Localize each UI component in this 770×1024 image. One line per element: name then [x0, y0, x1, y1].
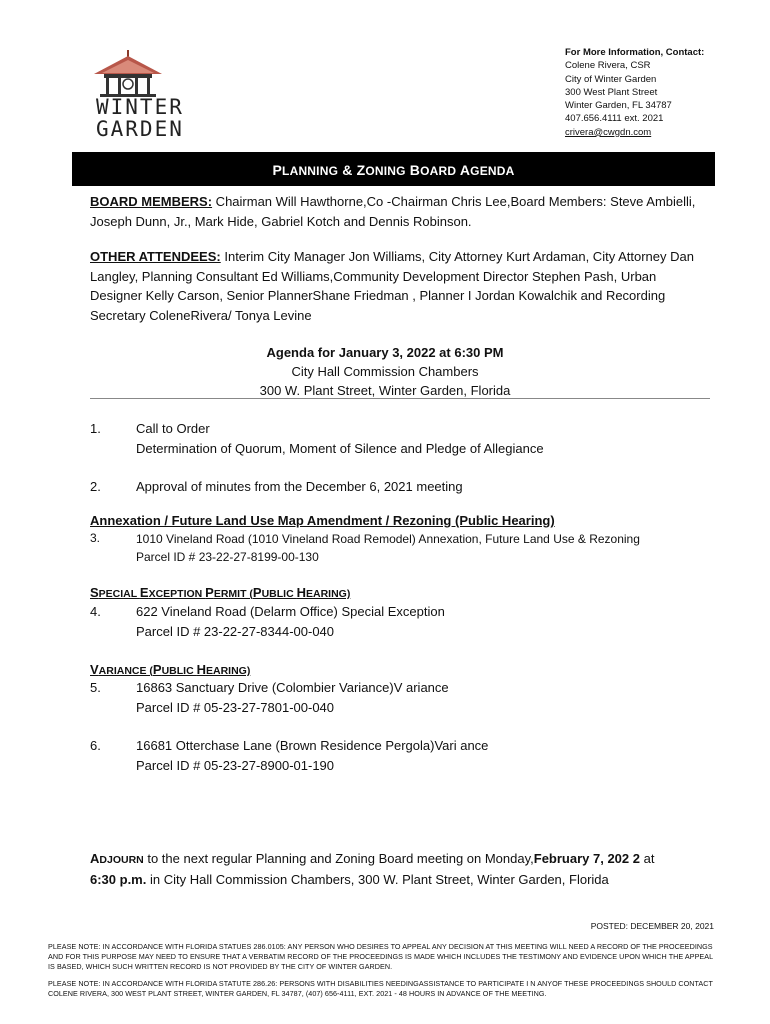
agenda-title-bar	[72, 152, 715, 186]
disability-note: PLEASE NOTE: IN ACCORDANCE WITH FLORIDA STATUTE 286.26: PERSONS WITH DISABILITIES NEEDINGASSISTANCE TO PARTICIPATE I N ANYOF THESE PROCEEDINGS SHOULD CONTACT COLENE RIVERA, 300 WEST PLANT STREET, WINTER GARDEN, FL 34787, (407) 656-4111, EXT. 2021 - 48 HOURS IN ADVANCE OF THE MEETING.	[48, 979, 713, 999]
item-title: 16863 Sanctuary Drive (Colombier Variance)V ariance	[136, 680, 449, 695]
agenda-item	[136, 736, 488, 775]
heading-cap: H	[196, 662, 206, 677]
other-attendees-label: OTHER ATTENDEES:	[90, 249, 221, 264]
item-title: 1010 Vineland Road (1010 Vineland Road Remodel) Annexation, Future Land Use & Rezoning	[136, 532, 640, 546]
item-number: 5.	[90, 680, 101, 695]
contact-street: 300 West Plant Street	[565, 86, 658, 98]
adjourn-text: in City Hall Commission Chambers, 300 W. Plant Street, Winter Garden, Florida	[146, 872, 609, 887]
board-members-text: Chairman Will Hawthorne,Co -Chairman Chris Lee,Board Members: Steve Ambielli, Joseph Dunn, Jr., Mark Hide, Gabriel Kotch and Dennis Robinson.	[90, 194, 696, 229]
board-members-label: BOARD MEMBERS:	[90, 194, 213, 209]
item-detail: Determination of Quorum, Moment of Silence and Pledge of Allegiance	[136, 440, 544, 456]
agenda-address: 300 W. Plant Street, Winter Garden, Florida	[259, 383, 511, 398]
contact-phone: 407.656.4111 ext. 2021	[565, 113, 664, 125]
heading-part: PECIAL	[98, 588, 140, 600]
adjourn-paragraph	[90, 849, 715, 890]
heading-part: EARING)	[305, 588, 351, 600]
item-title: 622 Vineland Road (Delarm Office) Special Exception	[136, 604, 445, 619]
title-part: ONING	[365, 164, 406, 178]
item-title: 16681 Otterchase Lane (Brown Residence Pergola)Vari ance	[136, 738, 489, 753]
other-attendees-paragraph	[90, 247, 710, 325]
board-members-paragraph	[90, 192, 710, 231]
agenda-header	[90, 343, 680, 400]
title-cap: A	[456, 162, 471, 178]
contact-heading: For More Information, Contact:	[565, 47, 705, 58]
pavilion-icon	[88, 48, 168, 100]
agenda-item	[136, 530, 640, 566]
agenda-item	[136, 602, 445, 641]
item-detail: Parcel ID # 05-23-27-7801-00-040	[136, 699, 335, 715]
title-cap: B	[405, 162, 421, 178]
contact-name: Colene Rivera, CSR	[565, 60, 651, 72]
title-cap: P	[272, 162, 283, 178]
heading-cap: E	[139, 585, 149, 600]
title-part: LANNING	[282, 164, 339, 178]
appeal-note: PLEASE NOTE: IN ACCORDANCE WITH FLORIDA STATUES 286.0105: ANY PERSON WHO DESIRES TO APPEAL ANY DECISION AT THIS MEETING WILL NEED A RECORD OF THE PROCEEDINGS AND FOR THIS PURPOSE MAY NEED TO ENSURE THAT A VERBATIM RECORD OF THE PROCEEDINGS IS MADE WHICH INCLUDES THE TESTIMONY AND EVIDENCE UPON WHICH THE APPEAL IS BASED, WHICH SUCH WRITTEN RECORD IS NOT PROVIDED BY THE CITY OF WINTER GARDEN.	[48, 942, 713, 972]
divider	[90, 398, 710, 399]
item-detail: Parcel ID # 23-22-27-8344-00-040	[136, 623, 335, 639]
heading-cap: S	[90, 585, 99, 600]
item-number: 3.	[90, 531, 101, 545]
adjourn-time: 6:30 p.m.	[90, 872, 147, 887]
section-heading-special-exception	[90, 585, 350, 600]
heading-part: UBLIC	[161, 665, 197, 677]
item-detail: Parcel ID # 23-22-27-8199-00-130	[136, 550, 319, 564]
logo-text-garden: GARDEN	[96, 117, 184, 141]
heading-part: UBLIC	[261, 588, 297, 600]
section-heading-annexation: Annexation / Future Land Use Map Amendment / Rezoning (Public Hearing)	[90, 513, 555, 528]
item-title: Approval of minutes from the December 6, 2021 meeting	[136, 479, 463, 494]
agenda-date-line: Agenda for January 3, 2022 at 6:30 PM	[266, 345, 504, 360]
logo-text-winter: WINTER	[96, 95, 184, 119]
section-heading-variance	[90, 662, 250, 677]
heading-part: ERMIT (	[213, 588, 253, 600]
adjourn-text: to the next regular Planning and Zoning Board meeting on Monday,	[143, 851, 534, 866]
posted-date: POSTED: DECEMBER 20, 2021	[590, 921, 714, 931]
adjourn-date: February 7, 202 2	[533, 851, 640, 866]
agenda-place: City Hall Commission Chambers	[291, 364, 479, 379]
heading-cap: P	[152, 662, 162, 677]
adjourn-cap: A	[90, 851, 100, 866]
heading-cap: H	[296, 585, 306, 600]
contact-org: City of Winter Garden	[565, 73, 657, 85]
heading-cap: P	[252, 585, 262, 600]
item-number: 2.	[90, 479, 101, 494]
agenda-title	[72, 162, 715, 178]
heading-cap: V	[90, 662, 99, 677]
contact-city: Winter Garden, FL 34787	[565, 100, 672, 112]
contact-block	[565, 46, 704, 139]
title-part: OARD	[420, 164, 457, 178]
item-detail: Parcel ID # 05-23-27-8900-01-190	[136, 757, 335, 773]
agenda-item	[136, 477, 463, 497]
heading-part: EARING)	[205, 665, 251, 677]
heading-cap: P	[205, 585, 214, 600]
item-number: 6.	[90, 738, 101, 753]
title-cap: Z	[356, 162, 366, 178]
adjourn-word: DJOURN	[99, 854, 144, 866]
heading-part: ARIANCE (	[98, 665, 153, 677]
other-attendees-text: Interim City Manager Jon Williams, City Attorney Kurt Ardaman, City Attorney Dan Langley, Planning Consultant Ed Williams,Community Development Director Stephen Pash, Urban Designer Kelly Carson, Senior PlannerShane Friedman , Planner I Jordan Kowalchik and Recording Secretary ColeneRivera/ Tonya Levine	[90, 249, 694, 323]
title-amp: &	[338, 162, 357, 178]
adjourn-text: at	[639, 851, 655, 866]
agenda-item	[136, 678, 449, 717]
item-title: Call to Order	[136, 421, 210, 436]
agenda-item	[136, 419, 544, 458]
contact-email-link[interactable]: crivera@cwgdn.com	[565, 126, 652, 138]
item-number: 1.	[90, 421, 101, 436]
heading-part: XCEPTION	[148, 588, 206, 600]
title-part: GENDA	[470, 164, 515, 178]
item-number: 4.	[90, 604, 101, 619]
